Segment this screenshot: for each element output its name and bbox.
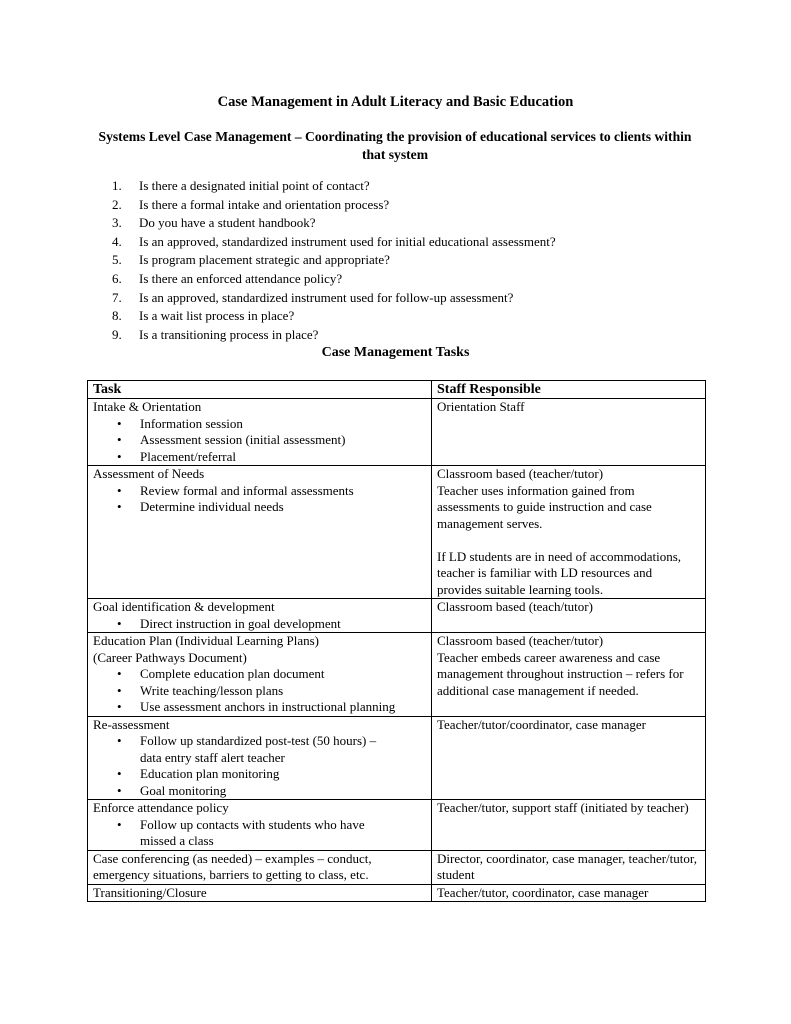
task-bullet: • Assessment session (initial assessment) [93, 432, 426, 449]
task-title: Intake & Orientation [93, 399, 202, 414]
task-bullet: • Use assessment anchors in instructional planning [93, 699, 426, 716]
task-cell [88, 399, 432, 466]
task-cell [88, 466, 432, 599]
staff-text: Orientation Staff [437, 399, 525, 414]
task-cell [88, 800, 432, 851]
question-item: 2. Is there a formal intake and orientation process? [112, 196, 390, 212]
task-bullet: • Education plan monitoring [93, 766, 426, 783]
table-row [88, 884, 706, 902]
document-title: Case Management in Adult Literacy and Basic Education [217, 94, 574, 110]
staff-text: Teacher uses information gained from assessments to guide instruction and case management serves. [437, 482, 652, 531]
staff-text: Director, coordinator, case manager, teacher/tutor, student [437, 850, 697, 882]
question-item: 3. Do you have a student handbook? [112, 215, 316, 231]
question-item: 5. Is program placement strategic and appropriate? [112, 252, 390, 268]
staff-cell [432, 466, 706, 599]
task-bullet: • Follow up standardized post-test (50 hours) – data entry staff alert teacher [93, 733, 426, 766]
table-row [88, 466, 706, 599]
staff-text: Teacher embeds career awareness and case management throughout instruction – refers for additional case management if needed. [437, 649, 684, 698]
table-heading: Case Management Tasks [321, 345, 470, 360]
staff-cell [432, 599, 706, 633]
task-title: Assessment of Needs [93, 466, 205, 481]
task-subtitle: (Career Pathways Document) [93, 649, 247, 665]
staff-text: Classroom based (teacher/tutor) [437, 633, 604, 648]
task-title: Goal identification & development [93, 599, 275, 614]
table-header-row [88, 381, 706, 399]
staff-text: Teacher/tutor/coordinator, case manager [437, 716, 646, 732]
question-item: 7. Is an approved, standardized instrument used for follow-up assessment? [112, 289, 514, 305]
table-row [88, 399, 706, 466]
question-item: 4. Is an approved, standardized instrument used for initial educational assessment? [112, 233, 556, 249]
staff-cell [432, 716, 706, 800]
task-bullet: • Placement/referral [93, 449, 426, 466]
staff-text: Teacher/tutor, coordinator, case manager [437, 884, 649, 900]
staff-cell [432, 633, 706, 717]
task-bullet: • Information session [93, 416, 426, 433]
staff-cell [432, 800, 706, 851]
task-bullet: • Follow up contacts with students who have missed a class [93, 817, 426, 850]
task-cell [88, 884, 432, 902]
task-bullet: • Review formal and informal assessments [93, 483, 426, 500]
question-list [112, 177, 556, 344]
staff-text: If LD students are in need of accommodations, teacher is familiar with LD resources and provides suitable learning tools. [437, 548, 682, 597]
staff-text: Classroom based (teach/tutor) [437, 599, 593, 614]
question-item: 1. Is there a designated initial point of contact? [112, 178, 370, 193]
column-header-staff: Staff Responsible [432, 381, 706, 399]
task-cell [88, 599, 432, 633]
column-header-task: Task [88, 381, 432, 399]
case-management-table [87, 380, 706, 902]
task-cell [88, 716, 432, 800]
question-item: 8. Is a wait list process in place? [112, 308, 295, 324]
task-bullet: • Determine individual needs [93, 499, 426, 516]
task-title: Enforce attendance policy [93, 800, 229, 815]
task-title: Re-assessment [93, 716, 170, 732]
staff-text: Teacher/tutor, support staff (initiated by teacher) [437, 800, 689, 815]
table-row [88, 800, 706, 851]
task-bullet: • Write teaching/lesson plans [93, 683, 426, 700]
question-item: 9. Is a transitioning process in place? [112, 326, 319, 342]
question-item: 6. Is there an enforced attendance policy? [112, 270, 343, 286]
task-title: Case conferencing (as needed) – examples – conduct, emergency situations, barriers to getting to class, etc. [93, 850, 372, 882]
task-cell [88, 633, 432, 717]
paragraph-gap [437, 532, 700, 549]
document-subtitle: Systems Level Case Management – Coordinating the provision of educational services to clients within that system [98, 129, 692, 162]
task-bullet: • Direct instruction in goal development [93, 616, 426, 633]
task-bullet: • Goal monitoring [93, 783, 426, 800]
task-title: Education Plan (Individual Learning Plans) [93, 633, 320, 648]
task-cell [88, 850, 432, 884]
table-row [88, 716, 706, 800]
staff-cell [432, 884, 706, 902]
staff-cell [432, 399, 706, 466]
table-row [88, 633, 706, 717]
staff-cell [432, 850, 706, 884]
staff-text: Classroom based (teacher/tutor) [437, 466, 604, 481]
table-row [88, 850, 706, 884]
task-title: Transitioning/Closure [93, 884, 207, 900]
table-row [88, 599, 706, 633]
task-bullet: • Complete education plan document [93, 666, 426, 683]
